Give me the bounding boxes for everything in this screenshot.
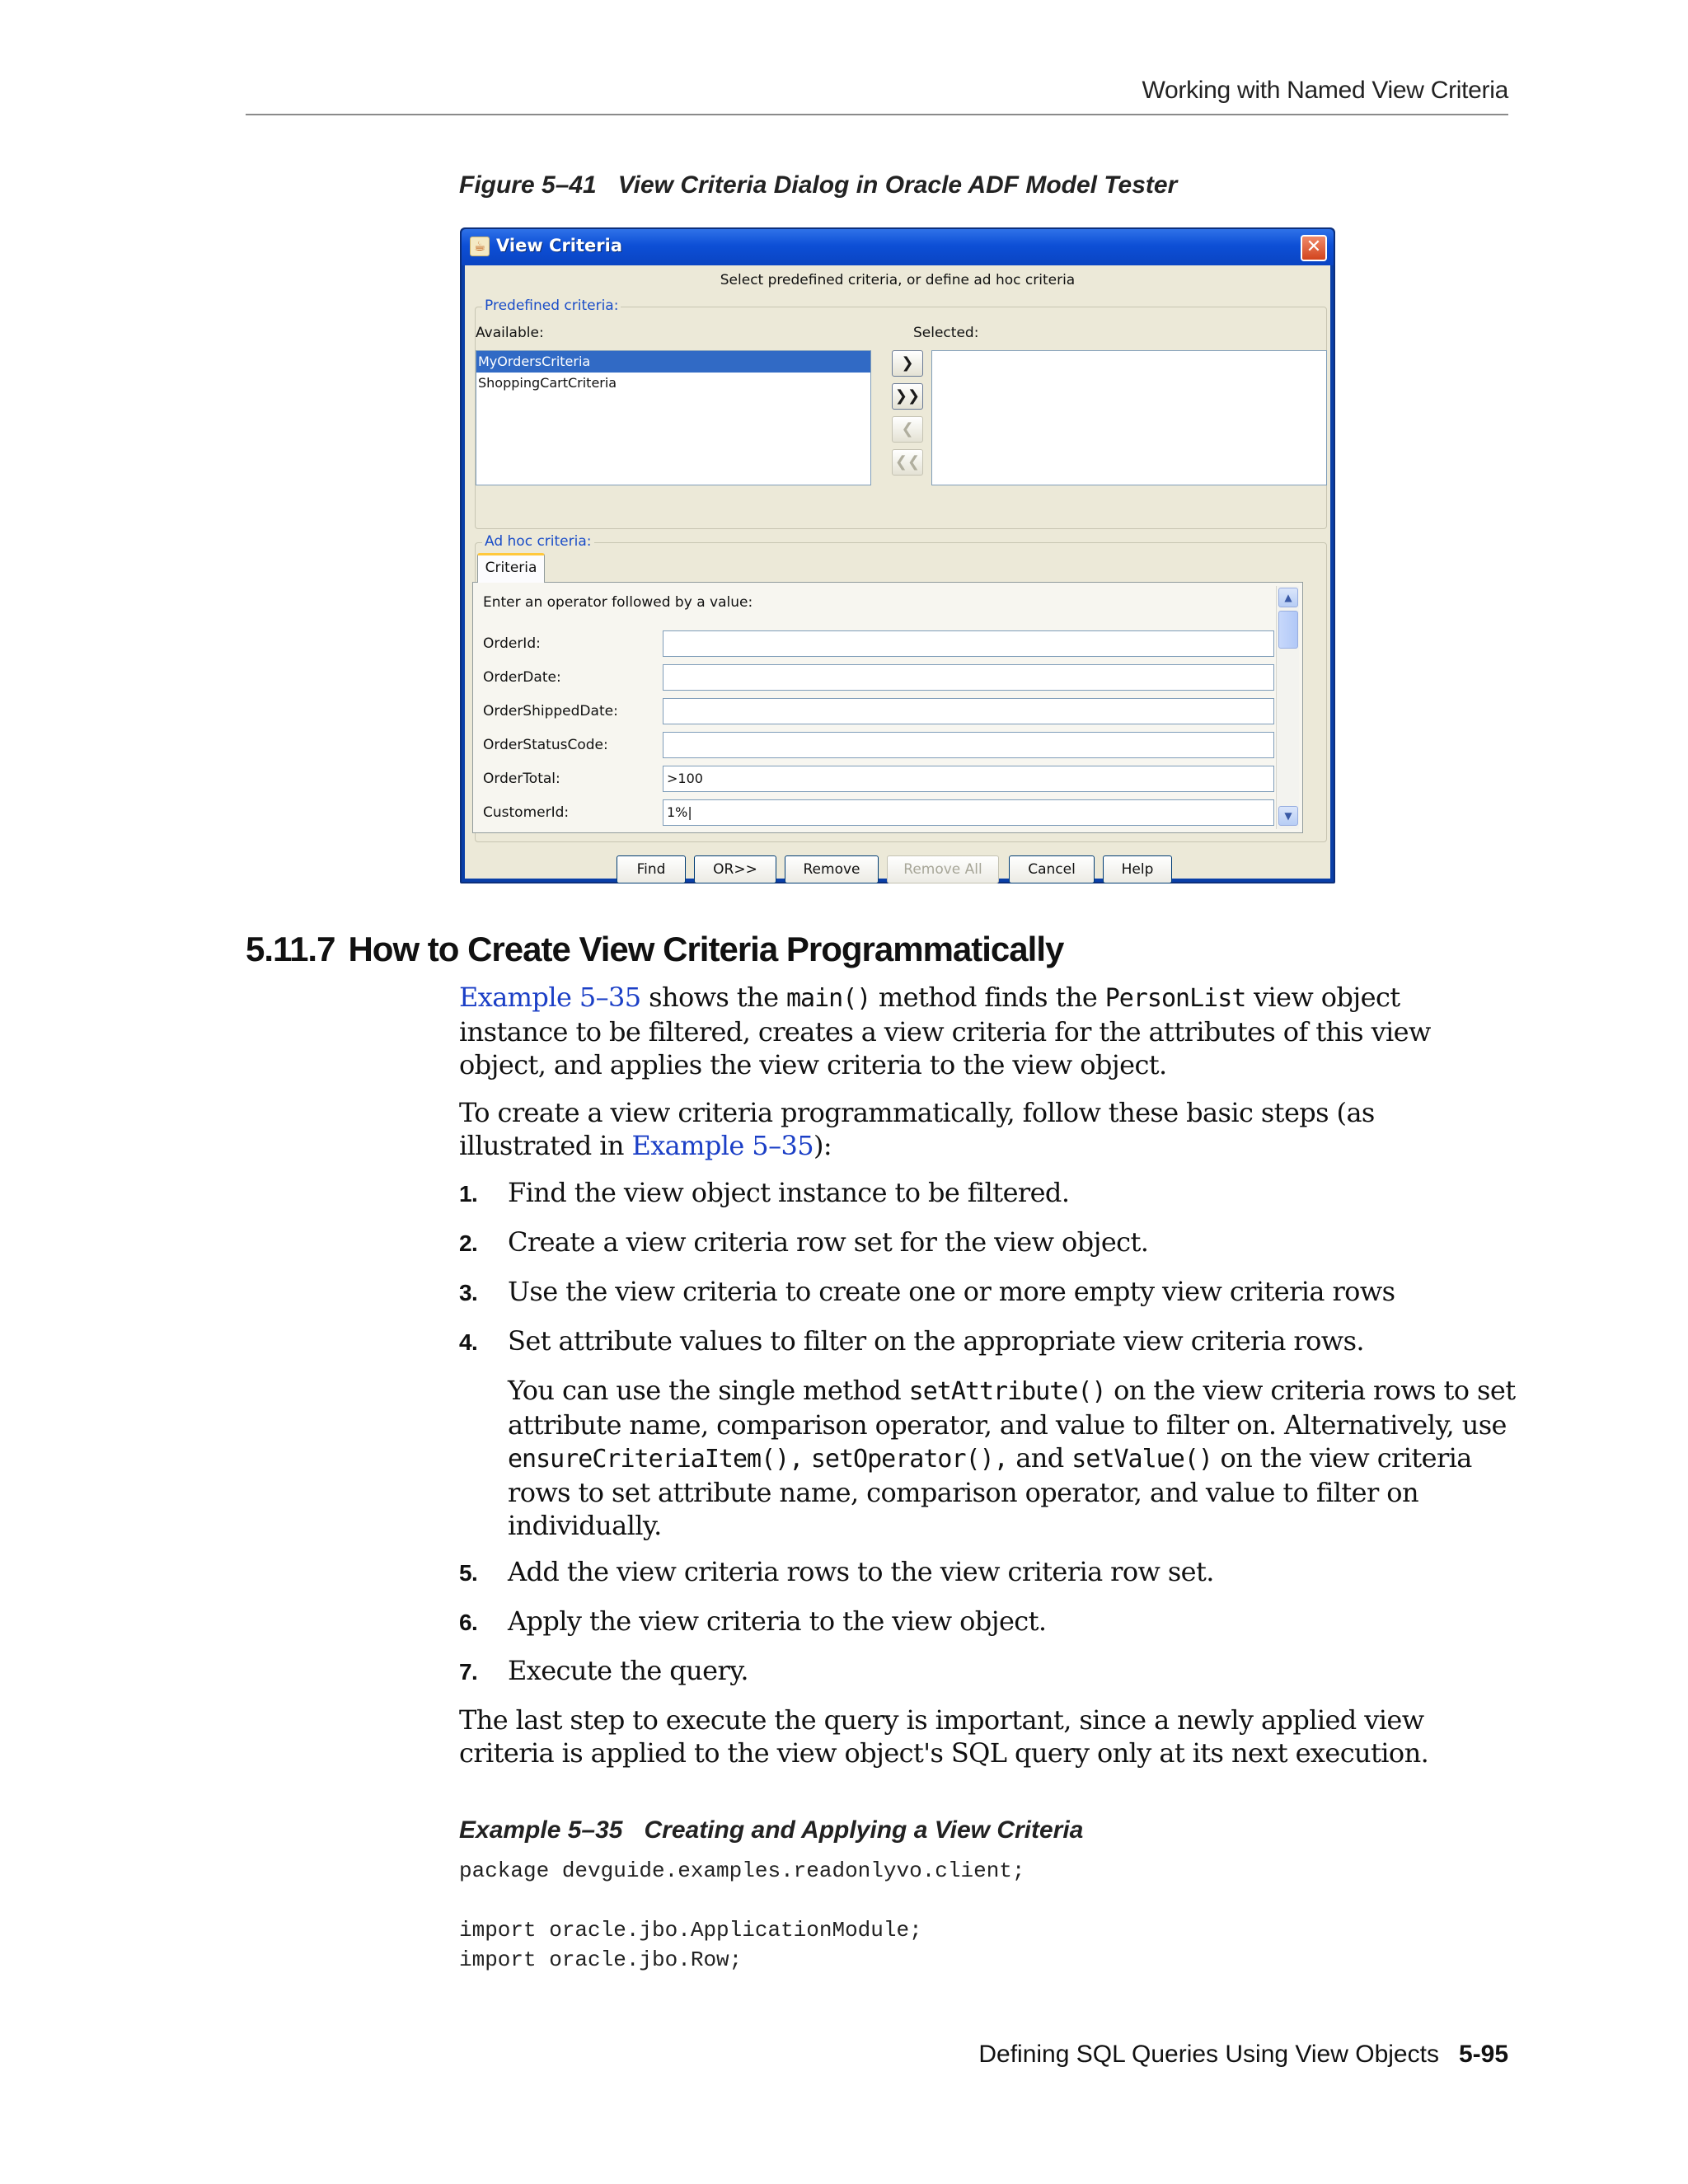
step-number: 5. xyxy=(459,1560,478,1586)
help-button[interactable]: Help xyxy=(1103,855,1172,883)
field-label: OrderId: xyxy=(483,635,541,652)
running-footer xyxy=(978,2041,1508,2069)
criteria-row-order-date xyxy=(483,664,1266,691)
remove-button[interactable]: Remove xyxy=(785,855,879,883)
view-criteria-dialog xyxy=(460,227,1335,883)
inline-code: main() xyxy=(785,984,871,1013)
criteria-row-order-shipped-date xyxy=(483,698,1266,724)
order-shipped-date-input[interactable] xyxy=(663,698,1274,724)
dialog-title: View Criteria xyxy=(496,236,623,255)
step-text: Find the view object instance to be filtered. xyxy=(508,1177,1070,1208)
step-item xyxy=(459,1176,1514,1209)
criteria-scrollbar[interactable] xyxy=(1276,586,1299,829)
code-line: import oracle.jbo.Row; xyxy=(459,1947,743,1972)
example-link[interactable]: Example 5–35 xyxy=(631,1130,814,1161)
text-run: shows the xyxy=(640,982,786,1013)
figure-title: View Criteria Dialog in Oracle ADF Model Tester xyxy=(617,171,1178,199)
inline-code: setOperator(), xyxy=(810,1445,1008,1474)
or-button[interactable]: OR>> xyxy=(694,855,776,883)
page-number: 5-95 xyxy=(1458,2041,1508,2068)
scroll-down-icon[interactable]: ▼ xyxy=(1278,806,1298,826)
running-header xyxy=(246,73,1508,115)
example-link[interactable]: Example 5–35 xyxy=(459,982,641,1013)
text-run: method finds the xyxy=(870,982,1105,1013)
order-status-code-input[interactable] xyxy=(663,732,1274,758)
dialog-instructions: Select predefined criteria, or define ad hoc criteria xyxy=(720,272,1076,288)
list-item[interactable]: MyOrdersCriteria xyxy=(476,351,870,373)
step-item xyxy=(459,1605,1514,1638)
field-label: OrderShippedDate: xyxy=(483,703,618,719)
figure-caption xyxy=(459,171,1177,199)
order-total-input[interactable]: >100 xyxy=(663,766,1274,792)
section-title: How to Create View Criteria Programmatically xyxy=(348,930,1064,968)
field-label: OrderDate: xyxy=(483,669,561,686)
text-run: You can use the single method xyxy=(508,1375,909,1406)
criteria-row-order-status-code xyxy=(483,732,1266,758)
field-label: CustomerId: xyxy=(483,804,570,821)
dialog-button-bar xyxy=(465,855,1334,883)
step-number: 6. xyxy=(459,1610,478,1635)
step-item xyxy=(459,1654,1514,1687)
close-icon: ✕ xyxy=(1306,237,1322,257)
step-item xyxy=(459,1226,1514,1258)
step-item xyxy=(459,1555,1514,1588)
double-chevron-right-icon: ❯❯ xyxy=(894,387,921,405)
text-run: on the view criteria rows to set attribute name, comparison operator, and value to filter on individually. xyxy=(508,1442,1472,1541)
code-line: package devguide.examples.readonlyvo.client; xyxy=(459,1858,1025,1883)
example-caption xyxy=(459,1816,1083,1844)
add-all-button[interactable] xyxy=(892,383,923,410)
list-item[interactable]: ShoppingCartCriteria xyxy=(478,375,617,391)
inline-code: ensureCriteriaItem(), xyxy=(508,1445,804,1474)
criteria-hint: Enter an operator followed by a value: xyxy=(483,594,753,611)
selected-list[interactable] xyxy=(931,350,1327,485)
example-title: Creating and Applying a View Criteria xyxy=(644,1816,1084,1844)
text-run: view object instance to be filtered, creates a view criteria for the attributes of this view object, and applies the view criteria to the view object. xyxy=(459,982,1431,1080)
criteria-tab-panel xyxy=(472,582,1303,833)
predefined-criteria-group xyxy=(475,298,1327,529)
chevron-right-icon: ❯ xyxy=(901,354,914,372)
inline-code: setAttribute() xyxy=(908,1377,1106,1406)
find-button[interactable]: Find xyxy=(617,855,686,883)
criteria-row-customer-id xyxy=(483,799,1266,826)
field-label: OrderStatusCode: xyxy=(483,737,608,753)
example-number: Example 5–35 xyxy=(459,1816,623,1844)
step-number: 3. xyxy=(459,1280,478,1305)
code-line xyxy=(459,1886,1489,1915)
tab-criteria[interactable]: Criteria xyxy=(477,553,545,583)
step-text: Execute the query. xyxy=(508,1655,748,1686)
text-run: on the view criteria rows to set attribute name, comparison operator, and value to filter on. Alternatively, use xyxy=(508,1375,1516,1441)
intro-paragraph xyxy=(459,981,1514,1081)
step-item xyxy=(459,1275,1514,1308)
step-number: 2. xyxy=(459,1230,478,1256)
java-cup-icon: ☕ xyxy=(470,237,490,256)
dialog-titlebar xyxy=(462,229,1334,265)
inline-code: setValue() xyxy=(1071,1445,1212,1474)
footer-title: Defining SQL Queries Using View Objects xyxy=(978,2041,1439,2068)
step-4-note xyxy=(508,1374,1517,1542)
code-block xyxy=(459,1856,1489,1975)
text-run: To create a view criteria programmatically, follow these basic steps (as illustrated in xyxy=(459,1097,1375,1161)
text-run: ): xyxy=(814,1130,832,1161)
section-number: 5.11.7 xyxy=(246,930,335,968)
step-item xyxy=(459,1324,1514,1357)
text-run xyxy=(803,1442,811,1474)
close-button[interactable] xyxy=(1301,235,1327,261)
double-chevron-left-icon: ❮❮ xyxy=(894,453,921,471)
chevron-left-icon: ❮ xyxy=(901,420,914,438)
step-number: 7. xyxy=(459,1659,478,1685)
last-step-paragraph: The last step to execute the query is important, since a newly applied view criteria is applied to the view object's SQL query only at its next execution. xyxy=(459,1704,1429,1769)
step-number: 1. xyxy=(459,1181,478,1207)
available-label: Available: xyxy=(476,325,544,341)
figure-number: Figure 5–41 xyxy=(459,171,597,199)
predefined-criteria-legend: Predefined criteria: xyxy=(482,298,621,314)
adhoc-criteria-legend: Ad hoc criteria: xyxy=(482,533,594,550)
step-text: Use the view criteria to create one or more empty view criteria rows xyxy=(508,1276,1395,1307)
step-text: Set attribute values to filter on the appropriate view criteria rows. xyxy=(508,1325,1364,1357)
step-text: Apply the view criteria to the view object. xyxy=(508,1605,1047,1637)
selected-label: Selected: xyxy=(913,325,979,341)
step-text: Add the view criteria rows to the view criteria row set. xyxy=(508,1556,1214,1587)
order-date-input[interactable] xyxy=(663,664,1274,691)
field-label: OrderTotal: xyxy=(483,771,560,787)
customer-id-input[interactable]: 1%| xyxy=(663,799,1274,826)
available-list[interactable] xyxy=(476,350,871,485)
code-line: import oracle.jbo.ApplicationModule; xyxy=(459,1918,922,1943)
cancel-button[interactable]: Cancel xyxy=(1009,855,1095,883)
text-run: and xyxy=(1007,1442,1072,1474)
scroll-up-icon[interactable]: ▲ xyxy=(1278,588,1298,607)
inline-code: PersonList xyxy=(1104,984,1246,1013)
dialog-body xyxy=(465,265,1330,879)
order-id-input[interactable] xyxy=(663,630,1274,657)
criteria-row-order-total xyxy=(483,766,1266,792)
step-text: Create a view criteria row set for the view object. xyxy=(508,1226,1149,1258)
criteria-row-order-id xyxy=(483,630,1266,657)
running-header-title: Working with Named View Criteria xyxy=(1142,77,1508,104)
remove-all-button[interactable]: Remove All xyxy=(887,855,999,883)
section-heading xyxy=(246,930,1063,969)
step-number: 4. xyxy=(459,1329,478,1355)
add-selected-button[interactable] xyxy=(892,350,923,377)
remove-selected-button[interactable] xyxy=(892,416,923,443)
steps-intro-paragraph xyxy=(459,1096,1514,1162)
adhoc-criteria-group xyxy=(475,533,1327,842)
remove-all-selected-button[interactable] xyxy=(892,449,923,476)
scroll-thumb[interactable] xyxy=(1278,611,1298,649)
